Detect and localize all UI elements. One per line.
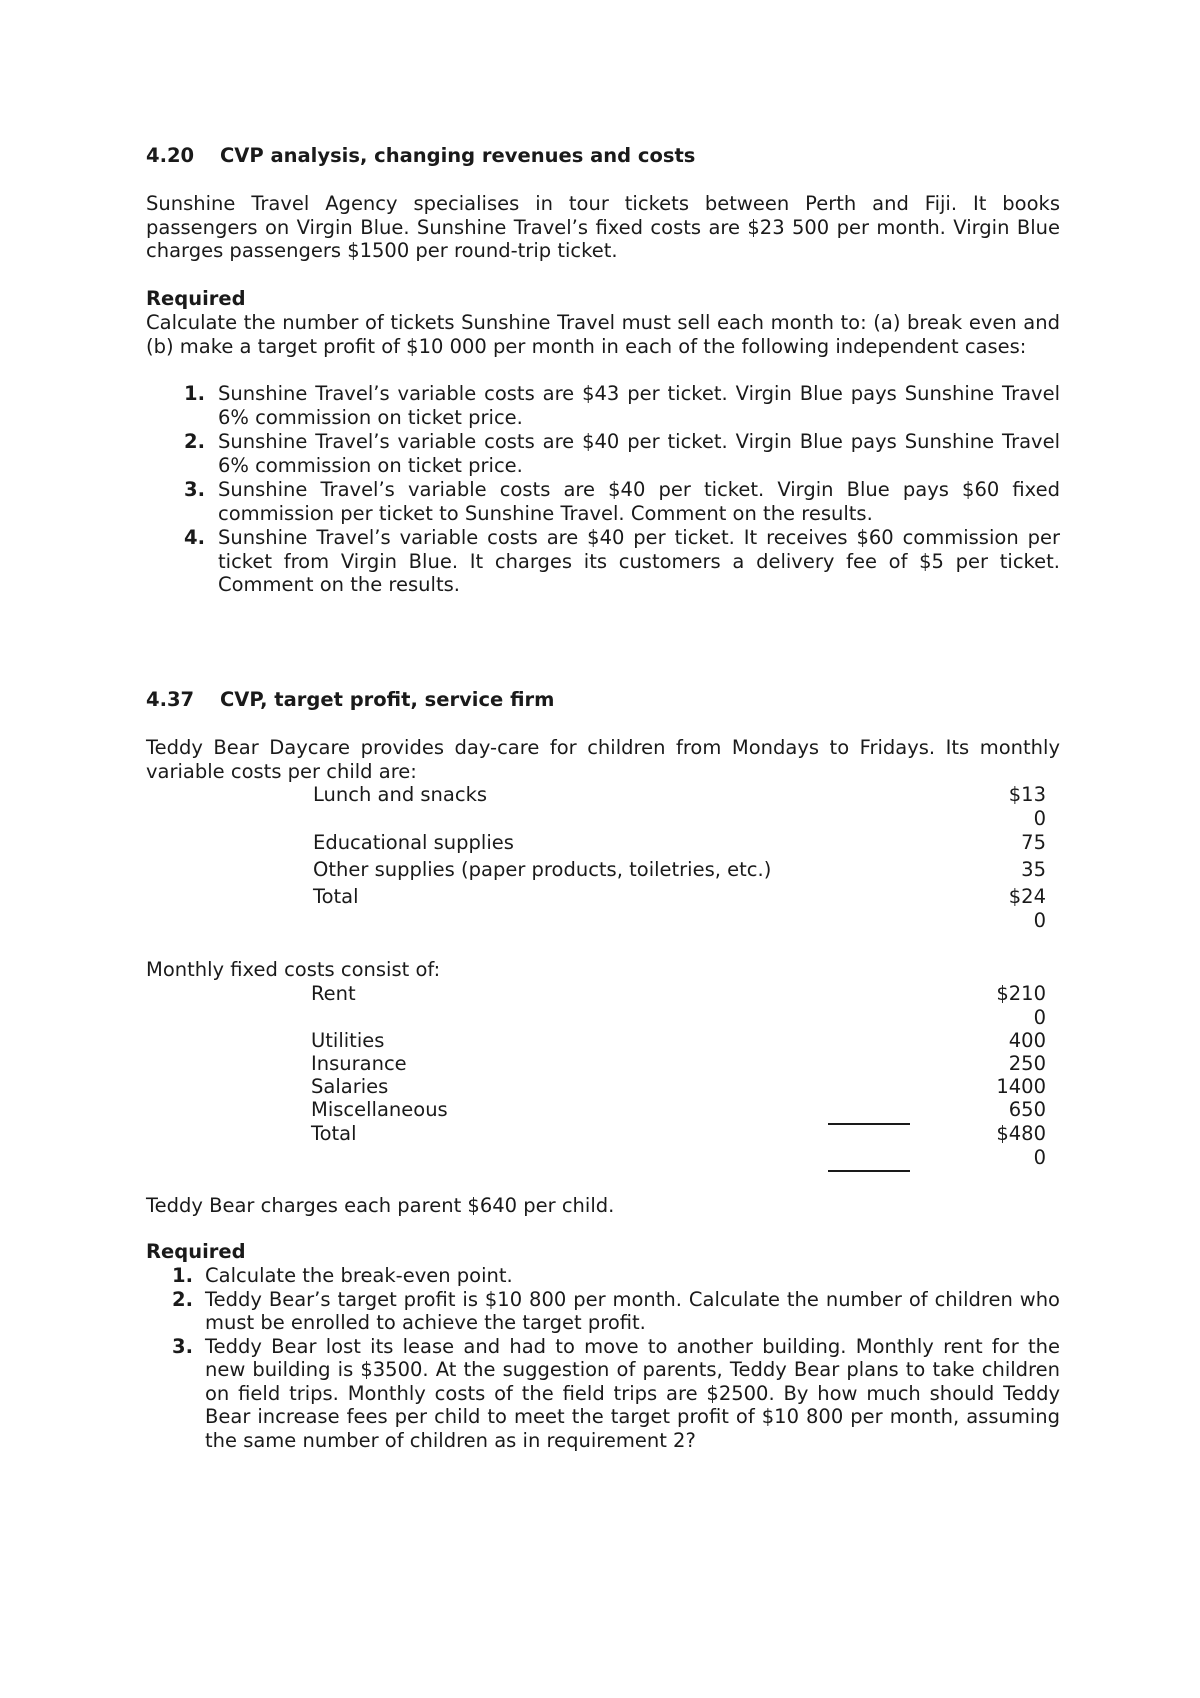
cost-label: Total [311, 1122, 357, 1145]
fixed-cost-total-row [146, 1122, 1060, 1169]
section-heading-4-37 [146, 688, 554, 712]
list-item [184, 526, 1060, 597]
list-marker: 2. [184, 430, 205, 453]
cost-value: 75 [1021, 831, 1046, 854]
fixed-costs-intro: Monthly fixed costs consist of: [146, 958, 441, 981]
fixed-cost-row [146, 1098, 1060, 1121]
fixed-cost-row [146, 1052, 1060, 1075]
cost-label: Insurance [311, 1052, 407, 1075]
variable-cost-total-row [146, 885, 1060, 932]
section-title: CVP, target profit, service firm [220, 688, 555, 711]
list-marker: 2. [172, 1287, 193, 1311]
cost-value [956, 885, 1046, 932]
cost-value: 650 [1008, 1098, 1046, 1121]
cost-value-line1: $480 [996, 1122, 1046, 1145]
cost-label: Total [313, 885, 359, 908]
fixed-cost-row [146, 982, 1060, 1029]
cost-value-line1: $210 [996, 982, 1046, 1005]
list-marker: 1. [172, 1264, 193, 1287]
variable-cost-row [146, 783, 1060, 830]
list-item-text: Sunshine Travel’s variable costs are $40 per ticket. Virgin Blue pays $60 fixed commission per ticket to Sunshine Travel. Comment on the results. [218, 478, 1060, 525]
list-marker: 3. [184, 478, 205, 501]
list-item-text: Calculate the break-even point. [205, 1264, 513, 1287]
cost-value [956, 783, 1046, 830]
cost-label: Utilities [311, 1029, 385, 1052]
cost-label: Miscellaneous [311, 1098, 448, 1121]
section-intro-paragraph: Teddy Bear Daycare provides day-care for children from Mondays to Fridays. Its monthly variable costs per child are: [146, 736, 1060, 783]
list-item-text: Sunshine Travel’s variable costs are $43 per ticket. Virgin Blue pays Sunshine Travel 6% commission on ticket price. [218, 382, 1060, 429]
section-title: CVP analysis, changing revenues and costs [220, 144, 696, 167]
cost-value-line1: $24 [1008, 885, 1046, 908]
cost-value [956, 1122, 1046, 1169]
section-intro-paragraph: Sunshine Travel Agency specialises in tour tickets between Perth and Fiji. It books passengers on Virgin Blue. Sunshine Travel’s fixed costs are $23 500 per month. Virgin Blue charges passengers $1500 per round-trip ticket. [146, 192, 1060, 262]
list-item [172, 1334, 1060, 1453]
cost-value [956, 982, 1046, 1029]
list-item-text: Teddy Bear lost its lease and had to move to another building. Monthly rent for the new building is $3500. At the suggestion of parents, Teddy Bear plans to take children on field trips. Monthly costs of the field trips are $2500. By how much should Teddy Bear increase fees per child to meet the target profit of $10 800 per month, assuming the same number of children as in requirement 2? [205, 1334, 1060, 1452]
section-number: 4.20 [146, 144, 195, 167]
list-marker: 4. [184, 526, 205, 549]
cost-label: Rent [311, 982, 356, 1005]
requirements-list-4-20 [184, 382, 1060, 597]
cost-label: Lunch and snacks [313, 783, 488, 806]
cost-value: 1400 [996, 1075, 1046, 1098]
list-item [184, 382, 1060, 429]
fixed-cost-row [146, 1075, 1060, 1098]
variable-cost-row [146, 858, 1060, 881]
cost-value: 35 [1021, 858, 1046, 881]
cost-label: Salaries [311, 1075, 389, 1098]
cost-label: Educational supplies [313, 831, 514, 854]
list-item [184, 478, 1060, 525]
total-rule [828, 1170, 910, 1172]
cost-value-line2: 0 [1033, 1145, 1046, 1169]
list-item [184, 430, 1060, 477]
list-item [172, 1287, 1060, 1335]
fixed-cost-row [146, 1029, 1060, 1052]
cost-value-line2: 0 [1033, 1005, 1046, 1029]
required-text: Calculate the number of tickets Sunshine Travel must sell each month to: (a) break even and (b) make a target profit of $10 000 per month in each of the following independent cases: [146, 311, 1060, 358]
charge-text: Teddy Bear charges each parent $640 per child. [146, 1194, 615, 1217]
list-item-text: Teddy Bear’s target profit is $10 800 per month. Calculate the number of children who must be enrolled to achieve the target profit. [205, 1287, 1060, 1334]
section-heading-4-20 [146, 144, 695, 168]
cost-value-line1: $13 [1008, 783, 1046, 806]
requirements-list-4-37 [172, 1264, 1060, 1452]
cost-value-line2: 0 [1033, 908, 1046, 932]
required-label: Required [146, 287, 246, 310]
list-marker: 1. [184, 382, 205, 405]
list-item [172, 1264, 1060, 1288]
cost-label: Other supplies (paper products, toiletries, etc.) [313, 858, 772, 881]
cost-value: 400 [1008, 1029, 1046, 1052]
cost-value: 250 [1008, 1052, 1046, 1075]
list-item-text: Sunshine Travel’s variable costs are $40 per ticket. It receives $60 commission per ticket from Virgin Blue. It charges its customers a delivery fee of $5 per ticket. Comment on the results. [218, 526, 1060, 596]
list-marker: 3. [172, 1334, 193, 1358]
section-number: 4.37 [146, 688, 195, 711]
list-item-text: Sunshine Travel’s variable costs are $40 per ticket. Virgin Blue pays Sunshine Travel 6% commission on ticket price. [218, 430, 1060, 477]
required-label: Required [146, 1240, 246, 1263]
variable-cost-row [146, 831, 1060, 854]
cost-value-line2: 0 [1033, 806, 1046, 830]
